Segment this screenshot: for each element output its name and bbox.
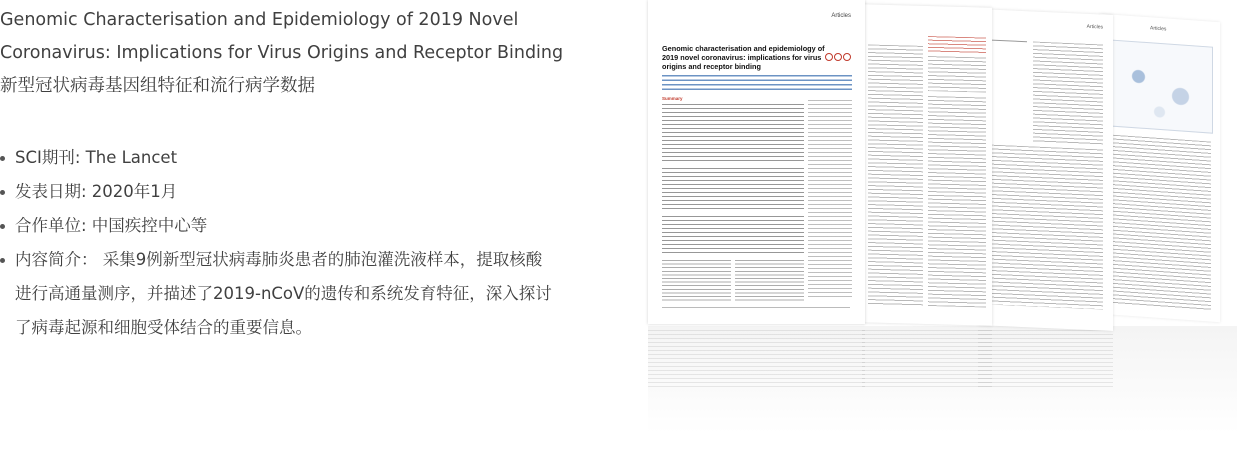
page-footer-rule (662, 307, 850, 308)
reflection-page-2 (862, 330, 992, 390)
paper-page-2 (862, 4, 992, 325)
paper-preview-image (648, 0, 1237, 473)
page2-box-text (928, 56, 986, 93)
reflection-page-3 (978, 330, 1113, 390)
pages-reflection (648, 326, 1237, 446)
title-line-2: Coronavirus: Implications for Virus Origins and Receptor Binding (0, 43, 564, 63)
page2-column-1 (868, 44, 923, 305)
journal-text: SCI期刊: The Lancet (15, 148, 178, 167)
protein-structure-figure (1106, 39, 1213, 133)
page3-column-text (1033, 41, 1103, 144)
reflection-first-page (648, 330, 865, 390)
paper-page-3 (978, 9, 1113, 331)
open-access-icons (825, 46, 853, 54)
info-list (0, 141, 600, 345)
page3-section-label: Articles (1086, 23, 1103, 31)
title-line-1: Genomic Characterisation and Epidemiology of 2019 Novel (0, 10, 519, 30)
info-item-partner (0, 209, 600, 243)
page4-section-label: Articles (1150, 25, 1167, 33)
date-text: 发表日期: 2020年1月 (15, 182, 178, 201)
page3-body-text (986, 144, 1103, 309)
page2-column-2 (928, 96, 986, 308)
abstract-findings (662, 168, 804, 212)
author-list (662, 75, 852, 93)
summary-text-line: 了病毒起源和细胞受体结合的重要信息。 (15, 318, 312, 337)
abstract-text (662, 104, 804, 164)
paper-first-page (648, 0, 865, 324)
summary-text-line: 进行高通量测序，并描述了2019-nCoV的遗传和系统发育特征，深入探讨 (15, 284, 552, 303)
summary-text-line: 内容简介： 采集9例新型冠状病毒肺炎患者的肺泡灌洗液样本，提取核酸 (15, 250, 543, 269)
bullet-icon (0, 224, 5, 229)
title-line-chinese: 新型冠状病毒基因组特征和流行病学数据 (0, 76, 315, 96)
info-item-journal (0, 141, 600, 175)
phylogenetic-tree-figure (986, 39, 1027, 122)
info-item-date (0, 175, 600, 209)
page2-highlight (928, 36, 986, 54)
paper-title: Genomic characterisation and epidemiology of 2019 novel coronavirus: implications for virus origins and receptor binding (662, 44, 825, 71)
affiliations-column (808, 100, 852, 300)
partner-text: 合作单位: 中国疾控中心等 (15, 216, 208, 235)
bullet-icon (0, 190, 5, 195)
info-item-summary (0, 243, 600, 345)
paper-page-4 (1100, 14, 1220, 322)
abstract-interpretation (662, 216, 804, 254)
article-title-block (0, 4, 600, 103)
bullet-icon (0, 156, 5, 161)
summary-heading: Summary (662, 96, 683, 101)
paper-section-label: Articles (831, 13, 851, 19)
introduction-columns (662, 260, 804, 302)
bullet-icon (0, 258, 5, 263)
page4-body-text (1106, 134, 1211, 311)
